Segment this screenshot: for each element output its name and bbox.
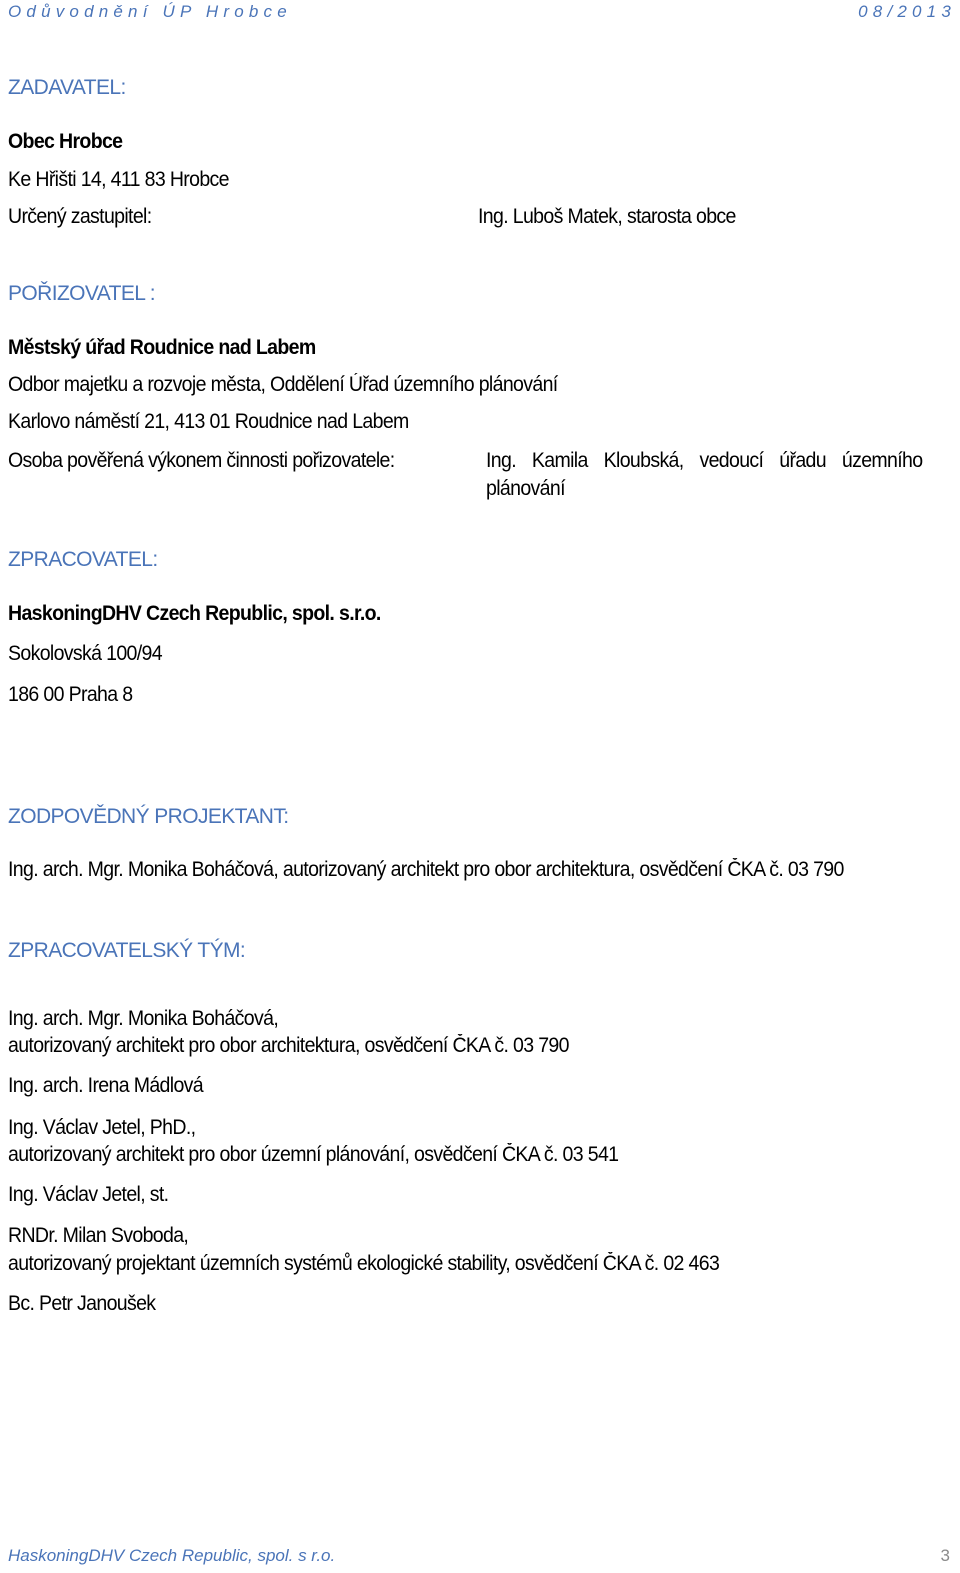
zadavatel-name: Obec Hrobce: [8, 130, 123, 153]
tym-line: Ing. Václav Jetel, PhD.,: [8, 1116, 196, 1139]
porizovatel-person-label: Osoba pověřená výkonem činnosti pořizovatele:: [8, 449, 395, 472]
zpracovatel-street: Sokolovská 100/94: [8, 642, 162, 665]
tym-line: Bc. Petr Janoušek: [8, 1292, 156, 1315]
tym-line: Ing. arch. Mgr. Monika Boháčová,: [8, 1007, 279, 1030]
zpracovatel-name: HaskoningDHV Czech Republic, spol. s.r.o.: [8, 602, 381, 625]
porizovatel-dept: Odbor majetku a rozvoje města, Oddělení Úřad územního plánování: [8, 373, 558, 396]
projektant-heading: ZODPOVĚDNÝ PROJEKTANT:: [8, 805, 289, 828]
porizovatel-address: Karlovo náměstí 21, 413 01 Roudnice nad Labem: [8, 410, 409, 433]
projektant-person: Ing. arch. Mgr. Monika Boháčová, autorizovaný architekt pro obor architektura, osvědčení ČKA č. 03 790: [8, 858, 844, 881]
header-title: Odůvodnění ÚP Hrobce: [8, 2, 292, 21]
zpracovatel-city: 186 00 Praha 8: [8, 683, 133, 706]
tym-line: autorizovaný architekt pro obor architektura, osvědčení ČKA č. 03 790: [8, 1034, 569, 1057]
tym-line: Ing. arch. Irena Mádlová: [8, 1074, 203, 1097]
zadavatel-address: Ke Hřišti 14, 411 83 Hrobce: [8, 168, 229, 191]
porizovatel-heading: POŘIZOVATEL :: [8, 282, 156, 305]
tym-heading: ZPRACOVATELSKÝ TÝM:: [8, 939, 246, 962]
zadavatel-rep-label: Určený zastupitel:: [8, 205, 152, 228]
tym-line: autorizovaný projektant územních systémů ekologické stability, osvědčení ČKA č. 02 463: [8, 1252, 720, 1275]
porizovatel-person-value: Ing. Kamila Kloubská, vedoucí úřadu územního: [486, 449, 923, 472]
footer-company: HaskoningDHV Czech Republic, spol. s r.o.: [8, 1546, 336, 1565]
porizovatel-name: Městský úřad Roudnice nad Labem: [8, 336, 316, 359]
tym-line: RNDr. Milan Svoboda,: [8, 1224, 189, 1247]
porizovatel-person-value-cont: plánování: [486, 477, 565, 500]
tym-line: Ing. Václav Jetel, st.: [8, 1183, 169, 1206]
zpracovatel-heading: ZPRACOVATEL:: [8, 548, 158, 571]
page-number: 3: [940, 1546, 950, 1565]
header-date: 08/2013: [858, 2, 956, 21]
zadavatel-heading: ZADAVATEL:: [8, 76, 126, 99]
zadavatel-rep-value: Ing. Luboš Matek, starosta obce: [478, 205, 736, 228]
tym-line: autorizovaný architekt pro obor územní plánování, osvědčení ČKA č. 03 541: [8, 1143, 619, 1166]
